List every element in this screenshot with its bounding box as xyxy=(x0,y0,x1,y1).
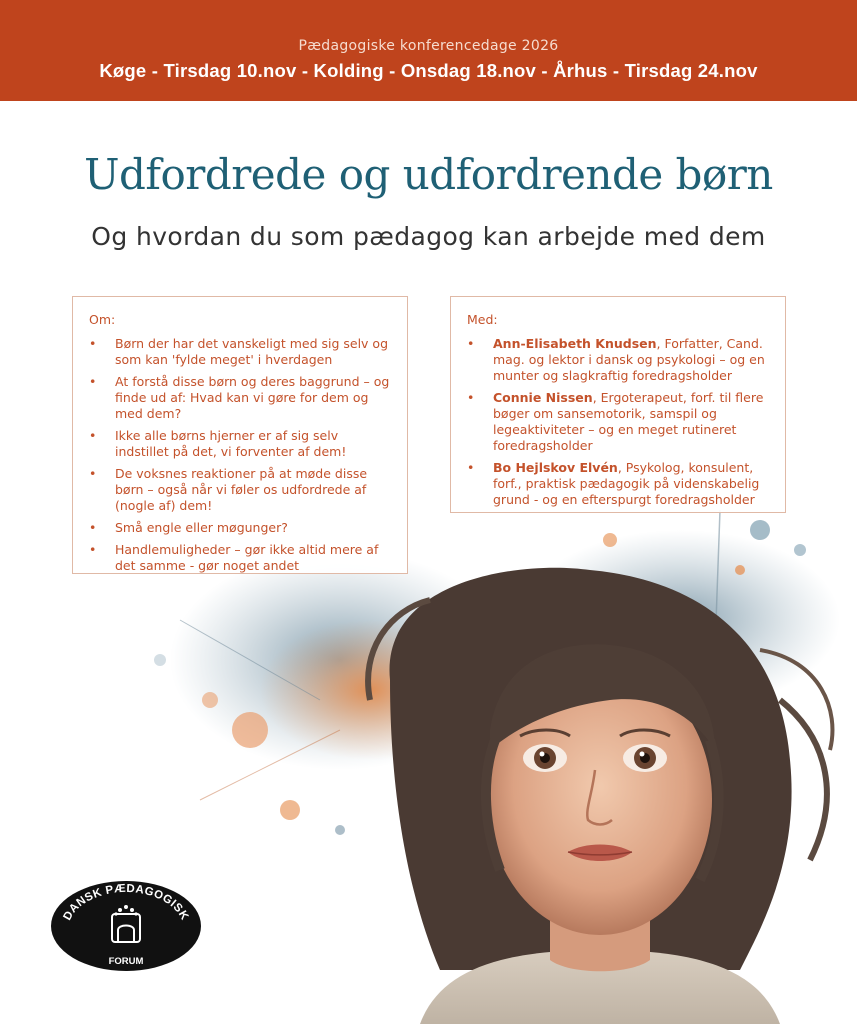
list-item: • Små engle eller møgunger? xyxy=(89,520,393,536)
page-subtitle: Og hvordan du som pædagog kan arbejde med dem xyxy=(91,222,766,251)
about-list xyxy=(89,336,393,574)
list-item: • At forstå disse børn og deres baggrund – og finde ud af: Hvad kan vi gøre for dem og med dem? xyxy=(89,374,393,422)
speaker-desc: , Ergoterapeut, forf. til flere bøger om sansemotorik, samspil og legeaktiviteter – og en meget rutineret foredragsholder xyxy=(493,390,764,453)
header-banner xyxy=(0,0,857,101)
logo-top-text: DANSK PÆDAGOGISK xyxy=(61,882,191,923)
list-item: • Handlemuligheder – gør ikke altid mere af det samme - gør noget andet xyxy=(89,542,393,574)
speaker-item xyxy=(467,336,771,384)
page-title: Udfordrede og udfordrende børn xyxy=(84,150,773,199)
list-item: • De voksnes reaktioner på at møde disse børn – også når vi føler os udfordrede af (nogle af) dem! xyxy=(89,466,393,514)
speaker-item xyxy=(467,390,771,454)
list-item: • Ikke alle børns hjerner er af sig selv indstillet på det, vi forventer af dem! xyxy=(89,428,393,460)
conference-subtitle: Pædagogiske konferencedage 2026 xyxy=(298,38,559,54)
speaker-name: Connie Nissen xyxy=(493,390,593,405)
speakers-list xyxy=(467,336,771,508)
logo-bottom-text: FORUM xyxy=(108,956,144,967)
speaker-desc: , Psykolog, konsulent, forf., praktisk pædagogik på videnskabelig grund - og en efterspurgt foredragsholder xyxy=(493,460,760,507)
about-box xyxy=(72,296,408,574)
dansk-paedagogisk-forum-logo xyxy=(50,880,202,972)
speakers-box xyxy=(450,296,786,513)
speaker-desc: , Forfatter, Cand. mag. og lektor i dansk og psykologi – og en munter og slagkraftig foredragsholder xyxy=(493,336,765,383)
child-illustration xyxy=(140,500,857,1024)
speaker-name: Bo Hejlskov Elvén xyxy=(493,460,618,475)
speaker-item xyxy=(467,460,771,508)
conference-dates: Køge - Tirsdag 10.nov - Kolding - Onsdag 18.nov - Århus - Tirsdag 24.nov xyxy=(99,60,758,81)
about-heading: Om: xyxy=(89,312,116,327)
speakers-heading: Med: xyxy=(467,312,498,327)
speaker-name: Ann-Elisabeth Knudsen xyxy=(493,336,657,351)
list-item: • Børn der har det vanskeligt med sig selv og som kan 'fylde meget' i hverdagen xyxy=(89,336,393,368)
